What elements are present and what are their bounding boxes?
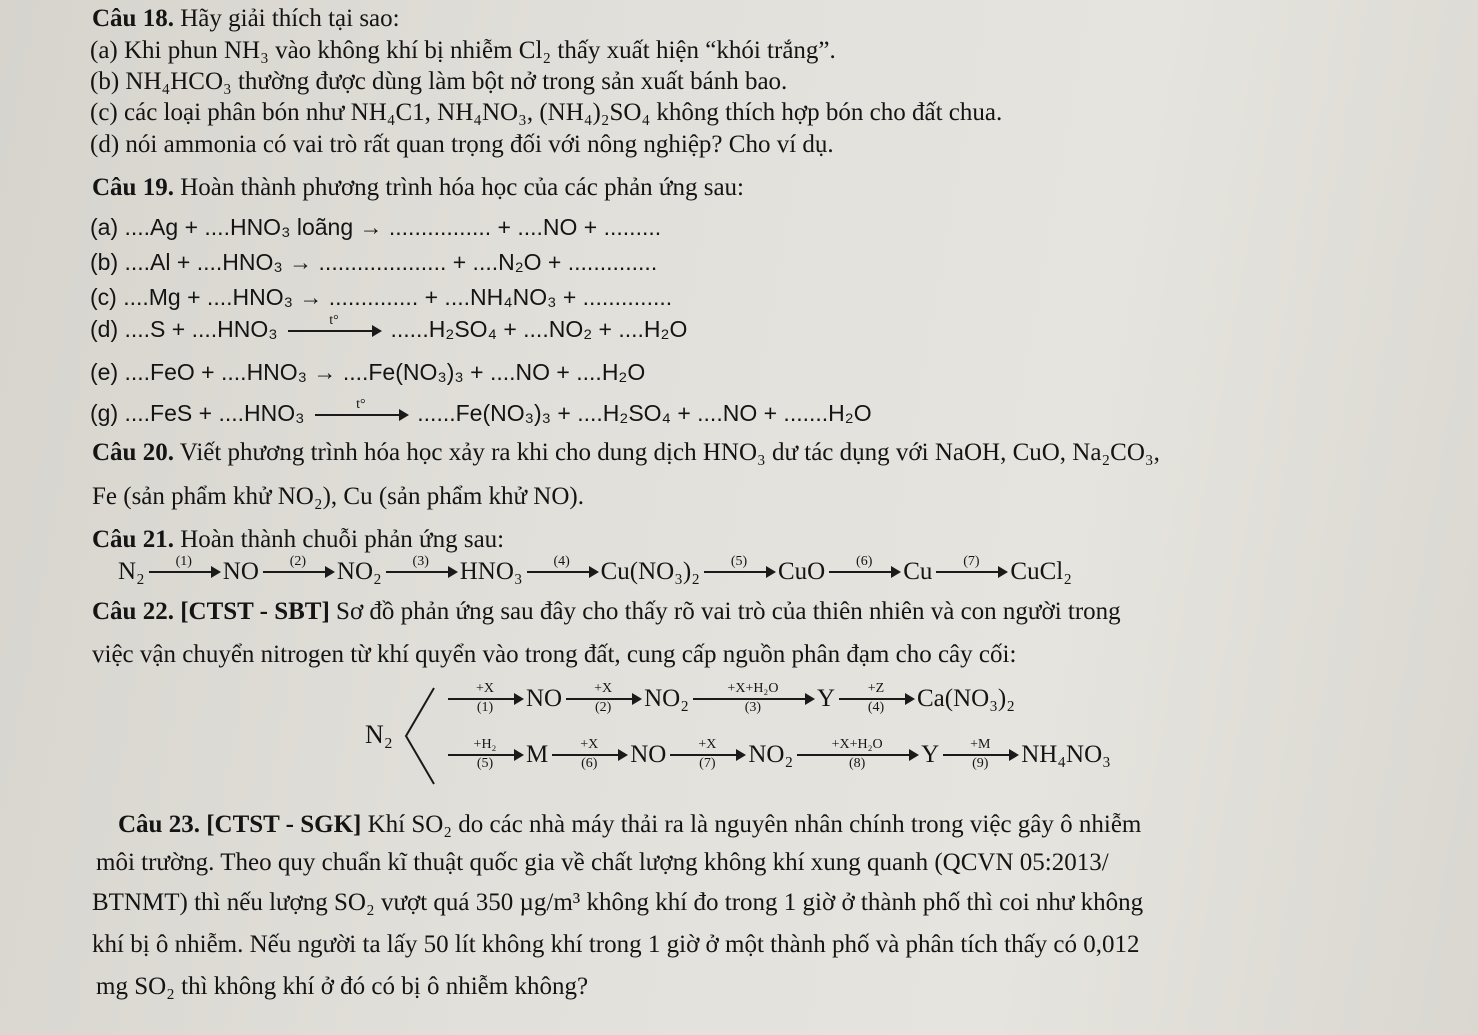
q23-line-5: mg SO₂ thì không khí ở đó có bị ô nhiễm không? <box>96 973 589 1000</box>
q20-line-1-rest: Viết phương trình hóa học xảy ra khi cho dung dịch HNO₃ dư tác dụng với NaOH, CuO, Na₂CO₃, <box>173 439 1160 466</box>
arrow-label: (1) <box>175 554 192 569</box>
chain-species: CuCl₂ <box>1010 558 1072 585</box>
reaction-arrow <box>448 682 522 716</box>
chain-species: NO₂ <box>336 558 382 585</box>
reaction-arrow <box>704 555 774 589</box>
q18-title: Câu 18. <box>92 5 174 32</box>
q18-item-a: (a) Khi phun NH₃ vào không khí bị nhiễm Cl₂ thấy xuất hiện “khói trắng”. <box>90 37 836 64</box>
arrow-step-number <box>263 573 333 589</box>
arrow-label: (3) <box>412 554 429 569</box>
arrow-label: +X <box>698 737 717 752</box>
q19-eq-c: (c) ....Mg + ....HNO₃ → .............. + ....NH₄NO₃ + .............. <box>90 284 673 310</box>
scheme-species: M <box>526 741 549 768</box>
reaction-arrow <box>936 555 1006 589</box>
arrow-label: (5) <box>730 554 748 569</box>
reaction-arrow <box>943 738 1017 772</box>
q18-title-line <box>92 4 400 34</box>
arrow-label: +Z <box>867 681 885 696</box>
arrow-step-number: (5) <box>476 756 494 771</box>
q23-line-2: môi trường. Theo quy chuẩn kĩ thuật quốc gia về chất lượng không khí xung quanh (QCVN 05:2013/ <box>96 849 1109 876</box>
chain-species: NO <box>222 558 259 585</box>
reaction-arrow <box>566 682 640 716</box>
arrow-step-number: (1) <box>476 700 494 715</box>
chain-species: Cu <box>903 558 933 585</box>
q19-title-line <box>92 173 744 203</box>
reaction-arrow <box>552 738 626 772</box>
q19-eq-a: (a) ....Ag + ....HNO₃ loãng → ................ + ....NO + ......... <box>90 214 662 240</box>
q23-title: Câu 23. [CTST - SGK] <box>118 811 362 838</box>
scheme-species: NH₄NO₃ <box>1021 741 1111 768</box>
q23-line-4: khí bị ô nhiễm. Nếu người ta lấy 50 lít không khí trong 1 giờ ở một thành phố và phân tích thấy có 0,012 <box>92 931 1140 958</box>
reaction-arrow <box>797 738 917 772</box>
q19-title: Câu 19. <box>92 174 174 201</box>
reaction-arrow <box>693 682 813 716</box>
arrow-label: (7) <box>963 554 980 569</box>
reaction-arrow <box>829 555 899 589</box>
arrow-step-number: (3) <box>744 700 762 715</box>
reaction-arrow <box>149 555 219 589</box>
q18-item-c: (c) các loại phân bón như NH₄C1, NH₄NO₃, (NH₄)₂SO₄ không thích hợp bón cho đất chua. <box>90 99 1003 126</box>
scheme-species: Ca(NO₃)₂ <box>917 685 1015 712</box>
q19-eq-b: (b) ....Al + ....HNO₃ → .................... + ....N₂O + .............. <box>90 249 658 275</box>
reaction-arrow <box>315 398 407 432</box>
q21-reaction-chain <box>118 555 1072 595</box>
q19-eq-d-right: ......H₂SO₄ + ....NO₂ + ....H₂O <box>390 316 688 343</box>
scheme-species: Y <box>921 741 940 768</box>
chain-species: N₂ <box>118 558 145 585</box>
reaction-arrow <box>670 738 744 772</box>
chain-species: HNO₃ <box>459 558 523 585</box>
arrow-label: +H₂ <box>473 737 497 752</box>
q18-title-rest: Hãy giải thích tại sao: <box>173 5 400 32</box>
arrow-label: +X+H₂O <box>831 737 883 752</box>
arrow-label: (2) <box>289 554 307 569</box>
arrow-label: t° <box>329 313 339 328</box>
q23-line-1 <box>118 810 1141 840</box>
chain-species: CuO <box>777 558 826 585</box>
arrow-step-number: (7) <box>699 756 716 771</box>
q20-title: Câu 20. <box>92 439 174 466</box>
arrow-step-number: (2) <box>594 700 612 715</box>
q21-title-rest: Hoàn thành chuỗi phản ứng sau: <box>173 526 505 553</box>
reaction-arrow <box>263 555 333 589</box>
reaction-arrow <box>448 738 522 772</box>
reaction-arrow <box>288 314 380 348</box>
arrow-step-number <box>936 573 1006 589</box>
arrow-label: +X <box>594 681 613 696</box>
reaction-arrow <box>527 555 597 589</box>
q20-line-1 <box>92 438 1160 468</box>
scheme-species: Y <box>816 685 835 712</box>
q20-line-2: Fe (sản phẩm khử NO₂), Cu (sản phẩm khử NO). <box>92 483 584 510</box>
scheme-species: NO <box>526 685 563 712</box>
scheme-species: NO₂ <box>644 685 689 712</box>
arrow-step-number: (9) <box>972 756 989 771</box>
arrow-label: +X <box>580 737 599 752</box>
q19-title-rest: Hoàn thành phương trình hóa học của các phản ứng sau: <box>173 174 744 201</box>
q18-item-b: (b) NH₄HCO₃ thường được dùng làm bột nở trong sản xuất bánh bao. <box>90 68 788 95</box>
q19-eq-g-left: (g) ....FeS + ....HNO₃ <box>90 400 305 427</box>
q22-line-1 <box>92 597 1121 627</box>
arrow-label: +M <box>970 737 991 752</box>
scheme-species: NO₂ <box>748 741 794 768</box>
scheme-row-1 <box>444 682 1015 716</box>
arrow-step-number <box>149 573 219 589</box>
q21-title: Câu 21. <box>92 526 174 553</box>
arrow-label: (6) <box>856 554 873 569</box>
q22-nitrogen-scheme <box>365 681 1360 790</box>
arrow-label: +X <box>475 681 494 696</box>
scheme-row-2 <box>444 738 1111 772</box>
arrow-label: +X+H₂O <box>727 681 779 696</box>
arrow-label: t° <box>356 397 366 412</box>
q22-line-2: việc vận chuyển nitrogen từ khí quyển vào trong đất, cung cấp nguồn phân đạm cho cây cối: <box>92 641 1017 668</box>
q19-eq-g <box>90 398 872 432</box>
arrow-step-number: (8) <box>849 756 866 771</box>
q21-title-line <box>92 525 504 555</box>
arrow-step-number: (4) <box>867 700 885 715</box>
left-brace-icon <box>400 682 436 790</box>
arrow-step-number: (6) <box>581 756 598 771</box>
q23-line-3: BTNMT) thì nếu lượng SO₂ vượt quá 350 µg/m³ không khí đo trong 1 giờ ở thành phố thì coi như không <box>92 889 1144 916</box>
reaction-arrow <box>839 682 913 716</box>
q22-line-1-rest: Sơ đồ phản ứng sau đây cho thấy rõ vai trò của thiên nhiên và con người trong <box>329 598 1121 625</box>
q19-eq-e: (e) ....FeO + ....HNO₃ → ....Fe(NO₃)₃ + ....NO + ....H₂O <box>90 359 646 385</box>
arrow-step-number <box>527 573 597 589</box>
q19-eq-d-left: (d) ....S + ....HNO₃ <box>90 316 278 343</box>
chain-species: Cu(NO₃)₂ <box>600 558 700 585</box>
q22-title: Câu 22. [CTST - SBT] <box>92 598 330 625</box>
scheme-start-n2: N₂ <box>365 720 393 749</box>
q19-eq-d <box>90 314 687 348</box>
arrow-step-number <box>704 573 774 589</box>
q19-eq-g-right: ......Fe(NO₃)₃ + ....H₂SO₄ + ....NO + .......H₂O <box>417 400 872 427</box>
reaction-arrow <box>386 555 456 589</box>
q18-item-d: (d) nói ammonia có vai trò rất quan trọng đối với nông nghiệp? Cho ví dụ. <box>90 131 834 158</box>
q23-line-1-rest: Khí SO₂ do các nhà máy thải ra là nguyên nhân chính trong việc gây ô nhiễm <box>361 811 1142 838</box>
scheme-species: NO <box>630 741 667 768</box>
arrow-step-number <box>829 573 899 589</box>
arrow-label: (4) <box>553 554 570 569</box>
arrow-step-number <box>386 573 456 589</box>
